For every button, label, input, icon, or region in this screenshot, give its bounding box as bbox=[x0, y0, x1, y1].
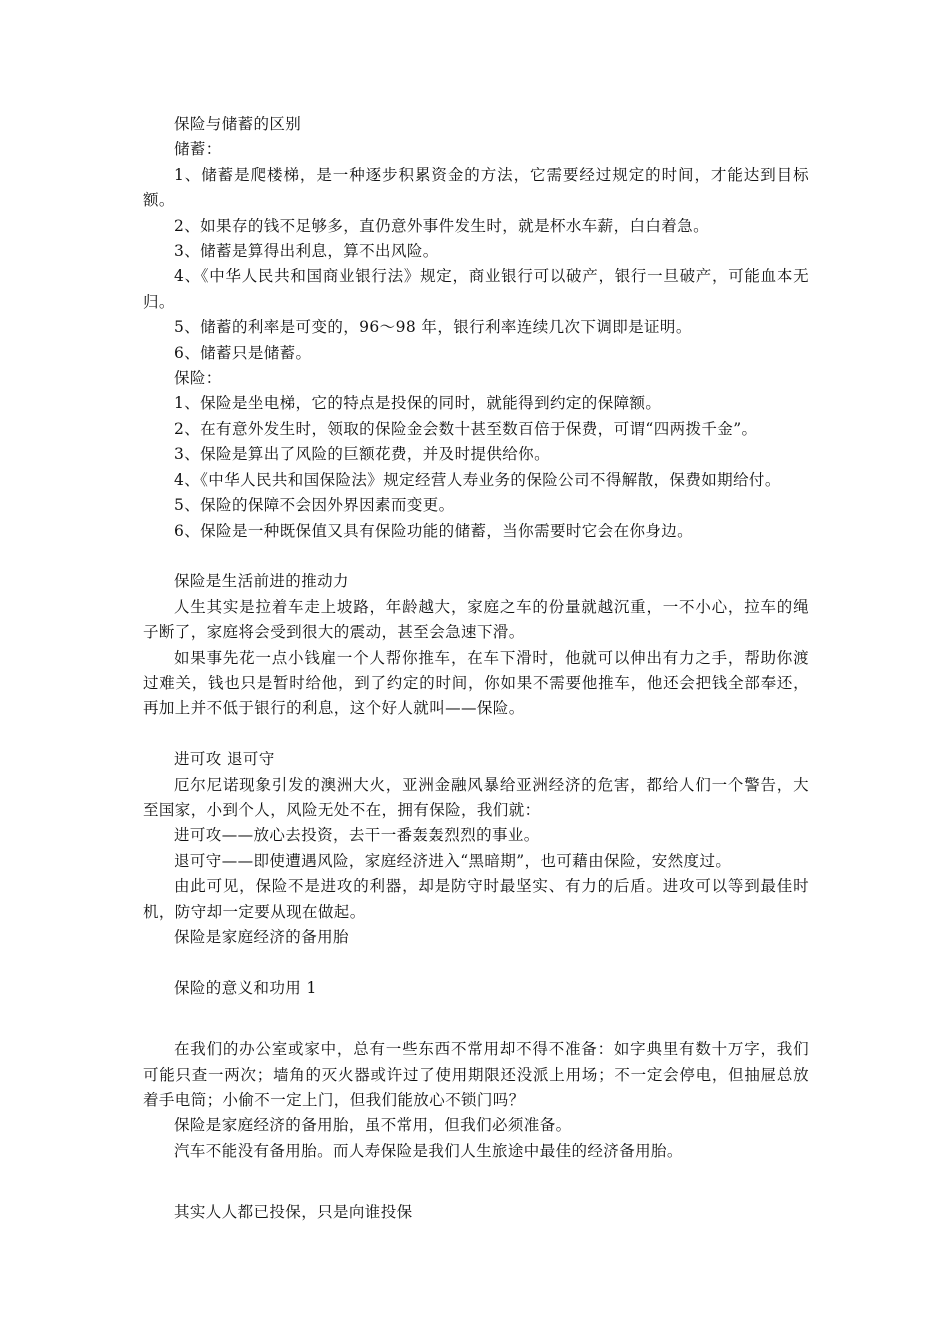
paragraph: 在我们的办公室或家中，总有一些东西不常用却不得不准备：如字典里有数十万字，我们可能只查一两次；墙角的灭火器或许过了使用期限还没派上用场；不一定会停电，但抽屉总放着手电筒；小偷不一定上门，但我们能放心不锁门吗？ bbox=[143, 1040, 809, 1109]
paragraph: 3、保险是算出了风险的巨额花费，并及时提供给你。 bbox=[174, 445, 550, 464]
blank-line bbox=[143, 1001, 809, 1037]
paragraph: 1、储蓄是爬楼梯，是一种逐步积累资金的方法，它需要经过规定的时间，才能达到目标额。 bbox=[143, 165, 809, 210]
paragraph: 1、保险是坐电梯，它的特点是投保的同时，就能得到约定的保障额。 bbox=[174, 394, 662, 413]
paragraph: 3、储蓄是算得出利息，算不出风险。 bbox=[174, 242, 439, 261]
paragraph: 4、《中华人民共和国商业银行法》规定，商业银行可以破产，银行一旦破产，可能血本无归。 bbox=[143, 267, 809, 311]
paragraph: 保险是家庭经济的备用胎，虽不常用，但我们必须准备。 bbox=[174, 1116, 572, 1135]
paragraph: 厄尔尼诺现象引发的澳洲大火，亚洲金融风暴给亚洲经济的危害，都给人们一个警告，大至国家，小到个人，风险无处不在，拥有保险，我们就： bbox=[143, 775, 809, 819]
paragraph: 保险与储蓄的区别 bbox=[174, 115, 302, 133]
blank-line bbox=[143, 722, 809, 747]
paragraph: 保险是家庭经济的备用胎 bbox=[174, 927, 349, 946]
paragraph: 如果事先花一点小钱雇一个人帮你推车，在车下滑时，他就可以伸出有力之手，帮助你渡过难关，钱也只是暂时给他，到了约定的时间，你如果不需要他推车，他还会把钱全部奉还，再加上并不低于银行的利息，这个好人就叫——保险。 bbox=[143, 648, 809, 718]
document-page bbox=[143, 112, 809, 1226]
paragraph: 人生其实是拉着车走上坡路，年龄越大，家庭之车的份量就越沉重，一不小心，拉车的绳子断了，家庭将会受到很大的震动，甚至会急速下滑。 bbox=[143, 597, 809, 642]
paragraph: 5、储蓄的利率是可变的，96～98 年，银行利率连续几次下调即是证明。 bbox=[174, 318, 692, 337]
paragraph: 5、保险的保障不会因外界因素而变更。 bbox=[174, 496, 455, 515]
blank-line bbox=[143, 544, 809, 569]
paragraph: 4、《中华人民共和国保险法》规定经营人寿业务的保险公司不得解散，保费如期给付。 bbox=[174, 470, 781, 489]
paragraph: 其实人人都已投保，只是向谁投保 bbox=[174, 1203, 413, 1222]
paragraph: 2、如果存的钱不足够多，直仍意外事件发生时，就是杯水车薪，白白着急。 bbox=[174, 216, 709, 235]
paragraph: 保险的意义和功用 1 bbox=[174, 978, 317, 997]
paragraph: 6、保险是一种既保值又具有保险功能的储蓄，当你需要时它会在你身边。 bbox=[174, 521, 694, 540]
paragraph: 汽车不能没有备用胎。而人寿保险是我们人生旅途中最佳的经济备用胎。 bbox=[174, 1141, 683, 1160]
blank-line bbox=[143, 1164, 809, 1200]
paragraph: 保险是生活前进的推动力 bbox=[174, 572, 349, 591]
paragraph: 2、在有意外发生时，领取的保险金会数十甚至数百倍于保费，可谓“四两拨千金”。 bbox=[174, 419, 758, 438]
paragraph: 由此可见，保险不是进攻的利器，却是防守时最坚实、有力的后盾。进攻可以等到最佳时机，防守却一定要从现在做起。 bbox=[143, 877, 809, 921]
paragraph: 进可攻 退可守 bbox=[174, 750, 275, 769]
blank-line bbox=[143, 950, 809, 975]
paragraph: 进可攻——放心去投资，去干一番轰轰烈烈的事业。 bbox=[174, 826, 540, 845]
paragraph: 退可守——即使遭遇风险，家庭经济进入“黑暗期”，也可藉由保险，安然度过。 bbox=[174, 851, 732, 870]
paragraph: 6、储蓄只是储蓄。 bbox=[174, 343, 312, 362]
paragraph: 储蓄： bbox=[174, 140, 222, 159]
paragraph: 保险： bbox=[174, 369, 222, 388]
